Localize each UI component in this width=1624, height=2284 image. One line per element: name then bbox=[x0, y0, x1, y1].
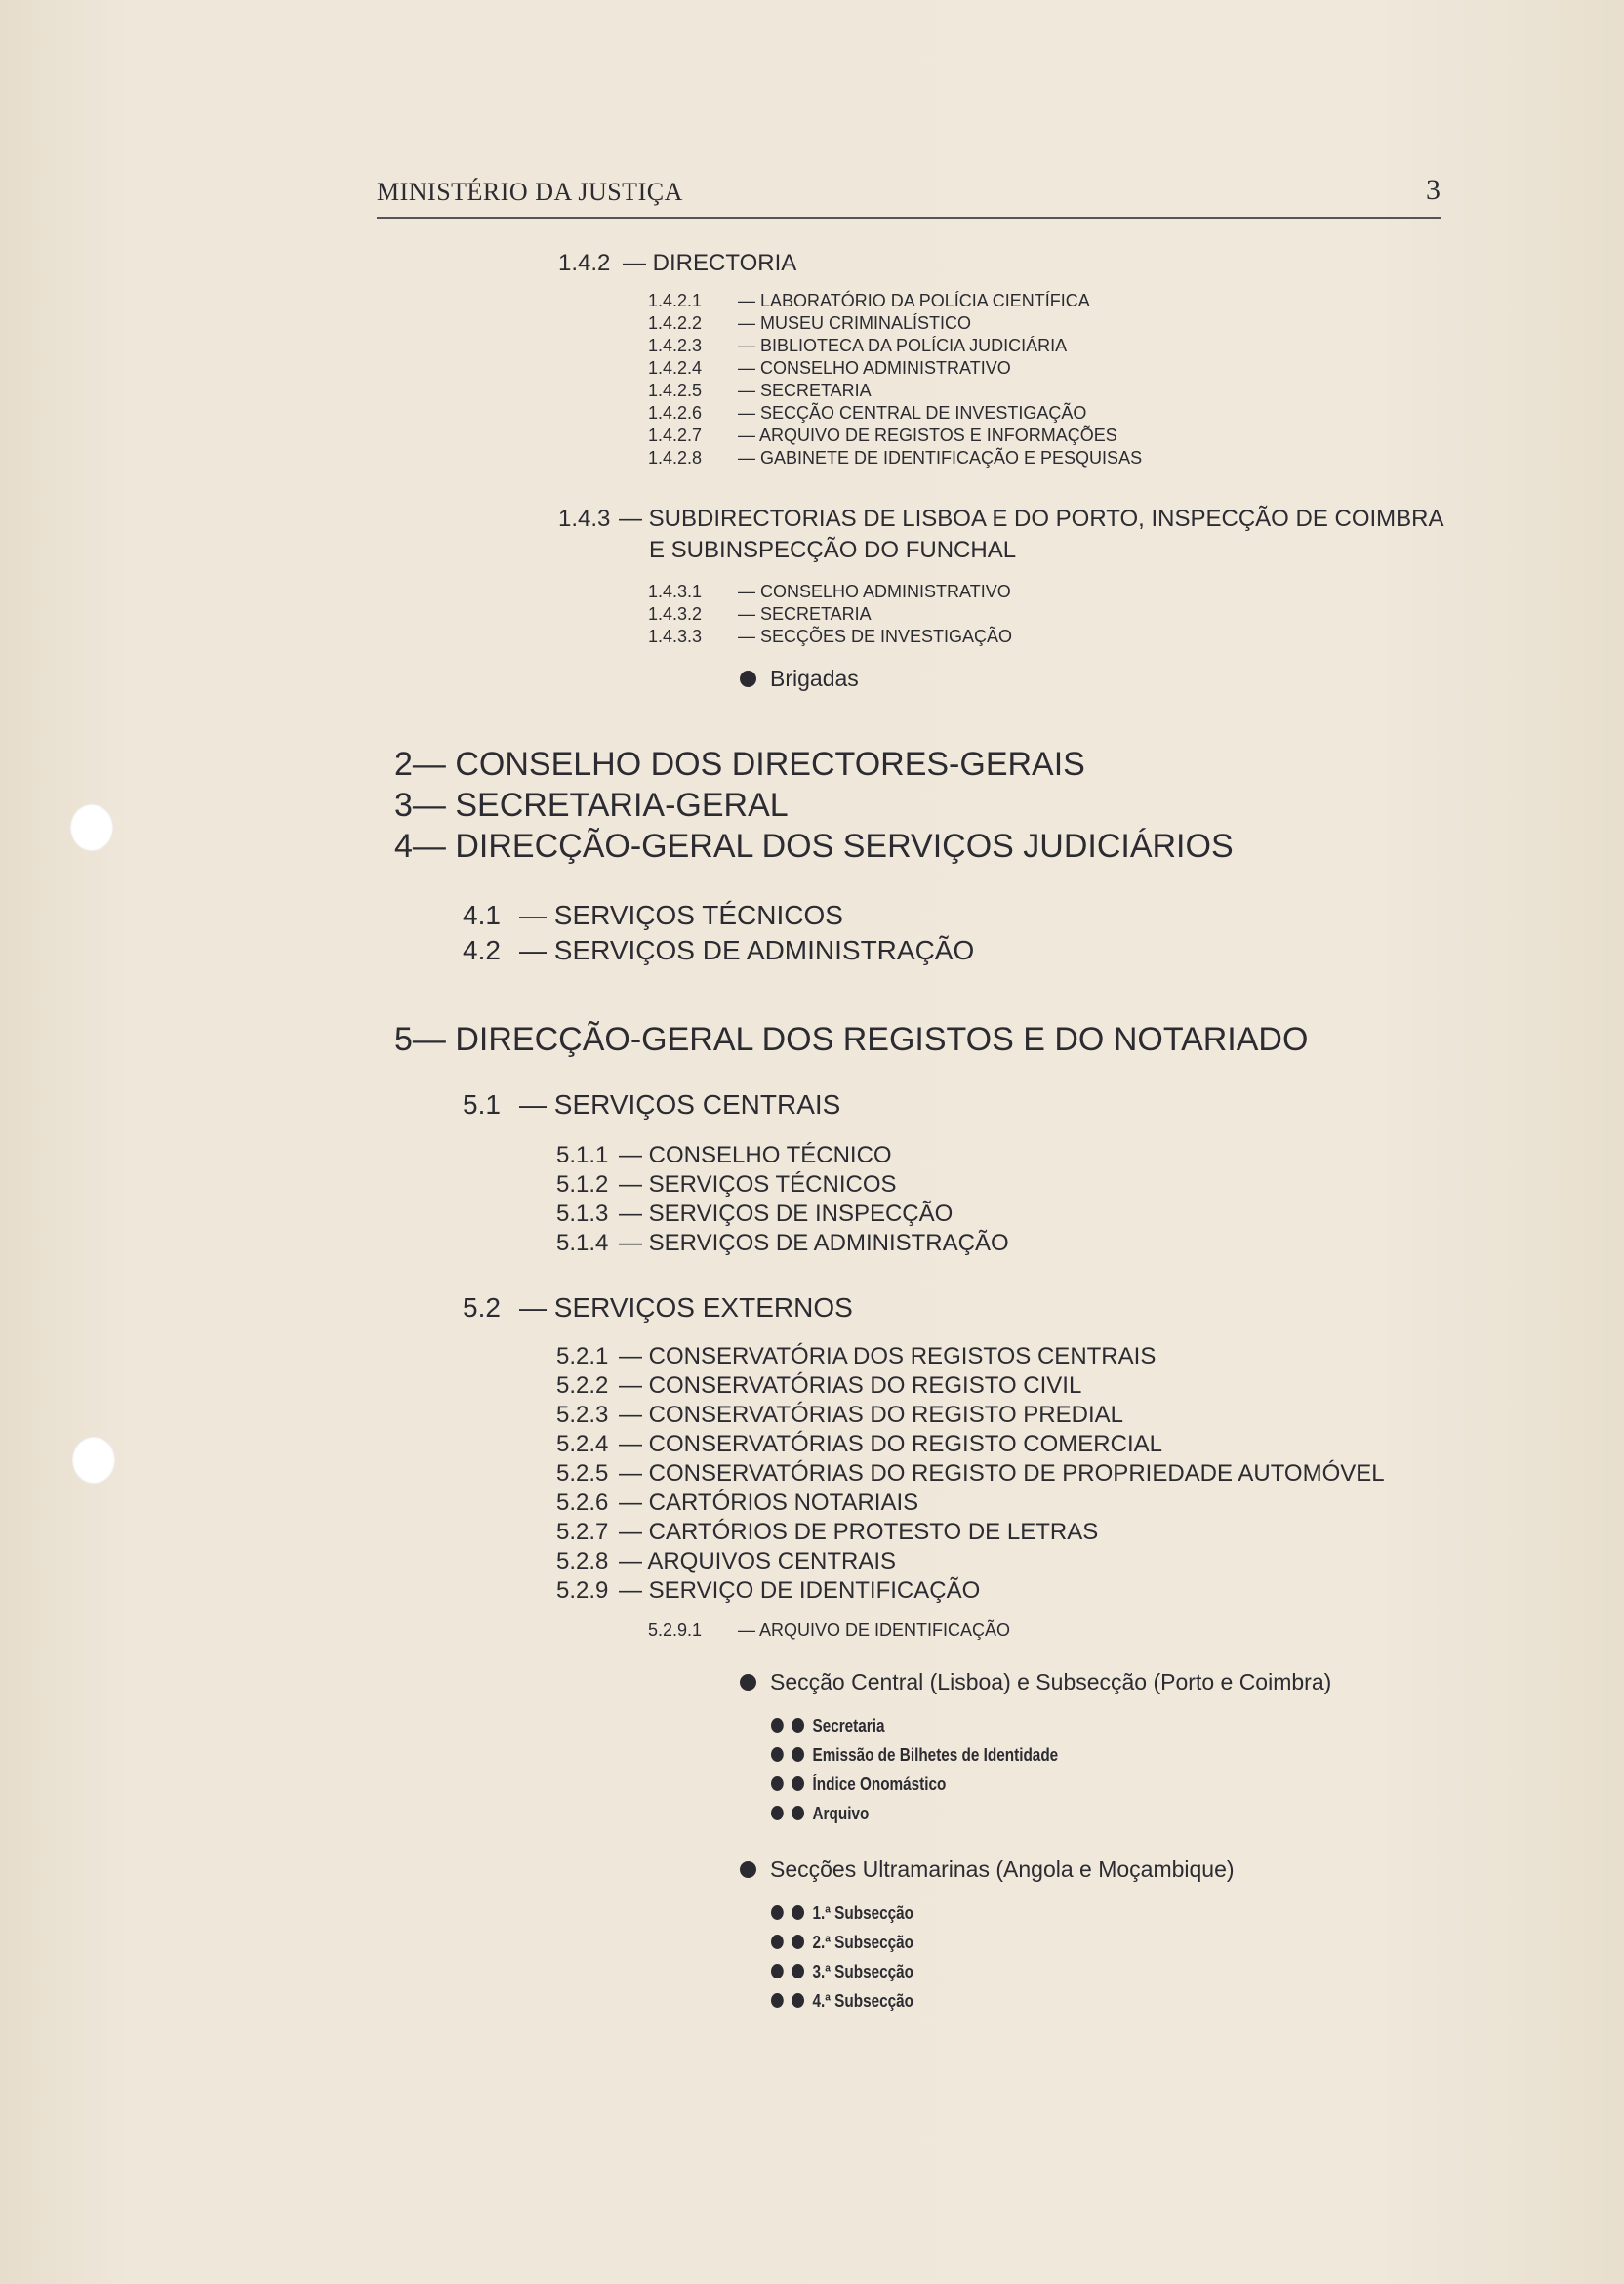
item-text: — LABORATÓRIO DA POLÍCIA CIENTÍFICA bbox=[738, 291, 1090, 310]
item-number: 5.1.2 bbox=[556, 1171, 609, 1198]
section-title: — DIRECÇÃO-GERAL DOS REGISTOS E DO NOTARIADO bbox=[412, 1021, 1309, 1058]
item-number: 1.4.2.3 bbox=[648, 336, 703, 355]
list-item bbox=[556, 1548, 896, 1575]
bullet-text: Brigadas bbox=[770, 666, 859, 691]
sub-bullet-text: Índice Onomástico bbox=[812, 1774, 947, 1794]
item-text: — SERVIÇOS DE ADMINISTRAÇÃO bbox=[619, 1230, 1009, 1256]
section-5-2 bbox=[463, 1292, 853, 1324]
item-text: — CONSELHO TÉCNICO bbox=[619, 1142, 892, 1168]
section-title: — SERVIÇOS CENTRAIS bbox=[519, 1089, 841, 1120]
section-3 bbox=[394, 787, 789, 825]
item-number: 5.2.1 bbox=[556, 1343, 609, 1369]
sub-bullet-text: 1.ª Subsecção bbox=[812, 1903, 914, 1923]
sub-bullet-item bbox=[771, 1774, 946, 1795]
header-title: MINISTÉRIO DA JUSTIÇA bbox=[377, 178, 683, 206]
item-number: 5.1.4 bbox=[556, 1230, 609, 1256]
section-title: — SUBDIRECTORIAS DE LISBOA E DO PORTO, INSPECÇÃO DE COIMBRA bbox=[619, 506, 1444, 532]
section-number: 5.1 bbox=[463, 1089, 501, 1120]
section-4-1 bbox=[463, 900, 843, 931]
list-item bbox=[648, 604, 872, 625]
section-title-continuation: E SUBINSPECÇÃO DO FUNCHAL bbox=[649, 537, 1017, 563]
section-5-2-9-1 bbox=[648, 1620, 1010, 1641]
item-text: — CONSERVATÓRIAS DO REGISTO CIVIL bbox=[619, 1372, 1082, 1399]
list-item bbox=[648, 403, 1086, 424]
section-title: — SERVIÇOS TÉCNICOS bbox=[519, 900, 843, 930]
item-number: 1.4.2.2 bbox=[648, 313, 703, 333]
item-number: 1.4.3.2 bbox=[648, 604, 703, 624]
list-item bbox=[648, 627, 1012, 647]
item-text: — ARQUIVOS CENTRAIS bbox=[619, 1548, 897, 1574]
list-item bbox=[556, 1577, 980, 1605]
item-number: 1.4.2.1 bbox=[648, 291, 703, 310]
list-item bbox=[556, 1460, 1385, 1488]
bullet-text: Secções Ultramarinas (Angola e Moçambique) bbox=[770, 1856, 1235, 1882]
section-1-4-2 bbox=[558, 250, 796, 277]
sub-bullet-item bbox=[771, 1716, 885, 1736]
item-text: — SECÇÃO CENTRAL DE INVESTIGAÇÃO bbox=[738, 403, 1087, 423]
section-number: 4 bbox=[394, 828, 413, 865]
section-5-1 bbox=[463, 1089, 840, 1121]
item-text: — CONSERVATÓRIAS DO REGISTO DE PROPRIEDADE AUTOMÓVEL bbox=[619, 1460, 1385, 1487]
item-text: — CARTÓRIOS NOTARIAIS bbox=[619, 1489, 919, 1516]
item-number: 5.1.1 bbox=[556, 1142, 609, 1168]
item-text: — SERVIÇO DE IDENTIFICAÇÃO bbox=[619, 1577, 981, 1604]
section-title: — SERVIÇOS EXTERNOS bbox=[519, 1292, 853, 1323]
bullet-icon bbox=[771, 1747, 784, 1762]
sub-bullet-item bbox=[771, 1962, 914, 1982]
section-4 bbox=[394, 828, 1234, 866]
sub-bullet-text: 4.ª Subsecção bbox=[812, 1991, 914, 2011]
list-item bbox=[648, 358, 1011, 379]
bullet-icon bbox=[792, 1776, 804, 1791]
list-item bbox=[648, 448, 1142, 469]
item-number: 5.2.7 bbox=[556, 1519, 609, 1545]
item-number: 1.4.3.1 bbox=[648, 582, 703, 601]
list-item bbox=[648, 313, 971, 334]
list-item bbox=[556, 1343, 1156, 1370]
section-number: 4.2 bbox=[463, 935, 501, 965]
bullet-icon bbox=[740, 1861, 756, 1878]
sub-bullet-text: Arquivo bbox=[812, 1804, 870, 1823]
list-item bbox=[648, 582, 1011, 602]
sub-bullet-item bbox=[771, 1903, 914, 1924]
sub-bullet-text: Emissão de Bilhetes de Identidade bbox=[812, 1745, 1059, 1765]
bullet-icon bbox=[771, 1905, 784, 1920]
page-number: 3 bbox=[1426, 174, 1441, 206]
item-text: — CONSERVATÓRIAS DO REGISTO PREDIAL bbox=[619, 1402, 1123, 1428]
sub-bullet-item bbox=[771, 1804, 869, 1824]
bullet-icon bbox=[771, 1964, 784, 1978]
list-item bbox=[556, 1431, 1162, 1458]
item-text: — SECRETARIA bbox=[738, 604, 872, 624]
section-2 bbox=[394, 746, 1085, 784]
item-number: 1.4.3.3 bbox=[648, 627, 703, 646]
bullet-icon bbox=[792, 1964, 804, 1978]
list-item bbox=[556, 1171, 897, 1199]
section-title: — DIRECTORIA bbox=[623, 250, 797, 276]
bullet-icon bbox=[792, 1747, 804, 1762]
item-number: 5.2.9 bbox=[556, 1577, 609, 1604]
item-text: — CONSELHO ADMINISTRATIVO bbox=[738, 358, 1011, 378]
list-item bbox=[556, 1230, 1009, 1257]
item-text: — ARQUIVO DE IDENTIFICAÇÃO bbox=[738, 1620, 1011, 1640]
bullet-icon bbox=[792, 1806, 804, 1820]
page-header bbox=[377, 174, 1441, 219]
list-item bbox=[648, 291, 1090, 311]
bullet-icon bbox=[792, 1905, 804, 1920]
item-text: — CARTÓRIOS DE PROTESTO DE LETRAS bbox=[619, 1519, 1099, 1545]
section-1-4-3 bbox=[558, 506, 1444, 533]
item-text: — SERVIÇOS DE INSPECÇÃO bbox=[619, 1201, 954, 1227]
bullet-icon bbox=[771, 1776, 784, 1791]
item-number: 1.4.2.7 bbox=[648, 426, 703, 445]
section-title: — SERVIÇOS DE ADMINISTRAÇÃO bbox=[519, 935, 975, 965]
item-text: — CONSERVATÓRIA DOS REGISTOS CENTRAIS bbox=[619, 1343, 1157, 1369]
bullet-icon bbox=[792, 1993, 804, 2008]
section-5 bbox=[394, 1021, 1308, 1059]
section-4-2 bbox=[463, 935, 974, 966]
item-number: 5.1.3 bbox=[556, 1201, 609, 1227]
item-number: 5.2.3 bbox=[556, 1402, 609, 1428]
bullet-icon bbox=[740, 1674, 756, 1691]
bullet-icon bbox=[771, 1935, 784, 1949]
item-number: 5.2.8 bbox=[556, 1548, 609, 1574]
section-number: 3 bbox=[394, 787, 413, 824]
bullet-icon bbox=[792, 1718, 804, 1733]
item-text: — BIBLIOTECA DA POLÍCIA JUDICIÁRIA bbox=[738, 336, 1068, 355]
item-text: — CONSELHO ADMINISTRATIVO bbox=[738, 582, 1011, 601]
section-number: 2 bbox=[394, 746, 413, 783]
sub-bullet-text: 2.ª Subsecção bbox=[812, 1933, 914, 1952]
section-number: 1.4.2 bbox=[558, 250, 611, 276]
bullet-icon bbox=[792, 1935, 804, 1949]
sub-bullet-item bbox=[771, 1745, 1058, 1766]
bullet-item bbox=[740, 666, 859, 692]
item-number: 1.4.2.8 bbox=[648, 448, 703, 468]
item-text: — SECÇÕES DE INVESTIGAÇÃO bbox=[738, 627, 1013, 646]
item-text: — ARQUIVO DE REGISTOS E INFORMAÇÕES bbox=[738, 426, 1117, 445]
list-item bbox=[556, 1489, 918, 1517]
punch-hole bbox=[72, 1437, 115, 1484]
section-title: — SECRETARIA-GERAL bbox=[412, 787, 789, 824]
item-number: 5.2.4 bbox=[556, 1431, 609, 1457]
item-text: — CONSERVATÓRIAS DO REGISTO COMERCIAL bbox=[619, 1431, 1162, 1457]
list-item bbox=[648, 336, 1067, 356]
item-number: 5.2.5 bbox=[556, 1460, 609, 1487]
list-item bbox=[556, 1201, 953, 1228]
punch-hole bbox=[70, 804, 113, 851]
item-text: — SECRETARIA bbox=[738, 381, 872, 400]
bullet-icon bbox=[771, 1993, 784, 2008]
bullet-icon bbox=[740, 671, 756, 687]
item-number: 1.4.2.5 bbox=[648, 381, 703, 400]
bullet-icon bbox=[771, 1806, 784, 1820]
sub-bullet-text: 3.ª Subsecção bbox=[812, 1962, 914, 1981]
item-number: 5.2.2 bbox=[556, 1372, 609, 1399]
item-number: 5.2.6 bbox=[556, 1489, 609, 1516]
bullet-item bbox=[740, 1856, 1235, 1883]
sub-bullet-item bbox=[771, 1991, 914, 2012]
list-item bbox=[648, 426, 1117, 446]
item-number: 1.4.2.6 bbox=[648, 403, 703, 423]
section-title: — CONSELHO DOS DIRECTORES-GERAIS bbox=[412, 746, 1085, 783]
section-number: 5 bbox=[394, 1021, 413, 1058]
item-text: — SERVIÇOS TÉCNICOS bbox=[619, 1171, 897, 1198]
item-text: — GABINETE DE IDENTIFICAÇÃO E PESQUISAS bbox=[738, 448, 1143, 468]
section-title: — DIRECÇÃO-GERAL DOS SERVIÇOS JUDICIÁRIOS bbox=[412, 828, 1234, 865]
sub-bullet-text: Secretaria bbox=[812, 1716, 885, 1735]
section-number: 4.1 bbox=[463, 900, 501, 930]
list-item bbox=[556, 1519, 1098, 1546]
section-number: 5.2 bbox=[463, 1292, 501, 1323]
bullet-text: Secção Central (Lisboa) e Subsecção (Porto e Coimbra) bbox=[770, 1669, 1332, 1694]
list-item bbox=[648, 381, 872, 401]
list-item bbox=[556, 1372, 1081, 1400]
bullet-item bbox=[740, 1669, 1331, 1695]
bullet-icon bbox=[771, 1718, 784, 1733]
list-item bbox=[556, 1142, 892, 1169]
list-item bbox=[556, 1402, 1123, 1429]
item-number: 1.4.2.4 bbox=[648, 358, 703, 378]
section-number: 1.4.3 bbox=[558, 506, 611, 532]
sub-bullet-item bbox=[771, 1933, 914, 1953]
item-text: — MUSEU CRIMINALÍSTICO bbox=[738, 313, 972, 333]
item-number: 5.2.9.1 bbox=[648, 1620, 703, 1640]
